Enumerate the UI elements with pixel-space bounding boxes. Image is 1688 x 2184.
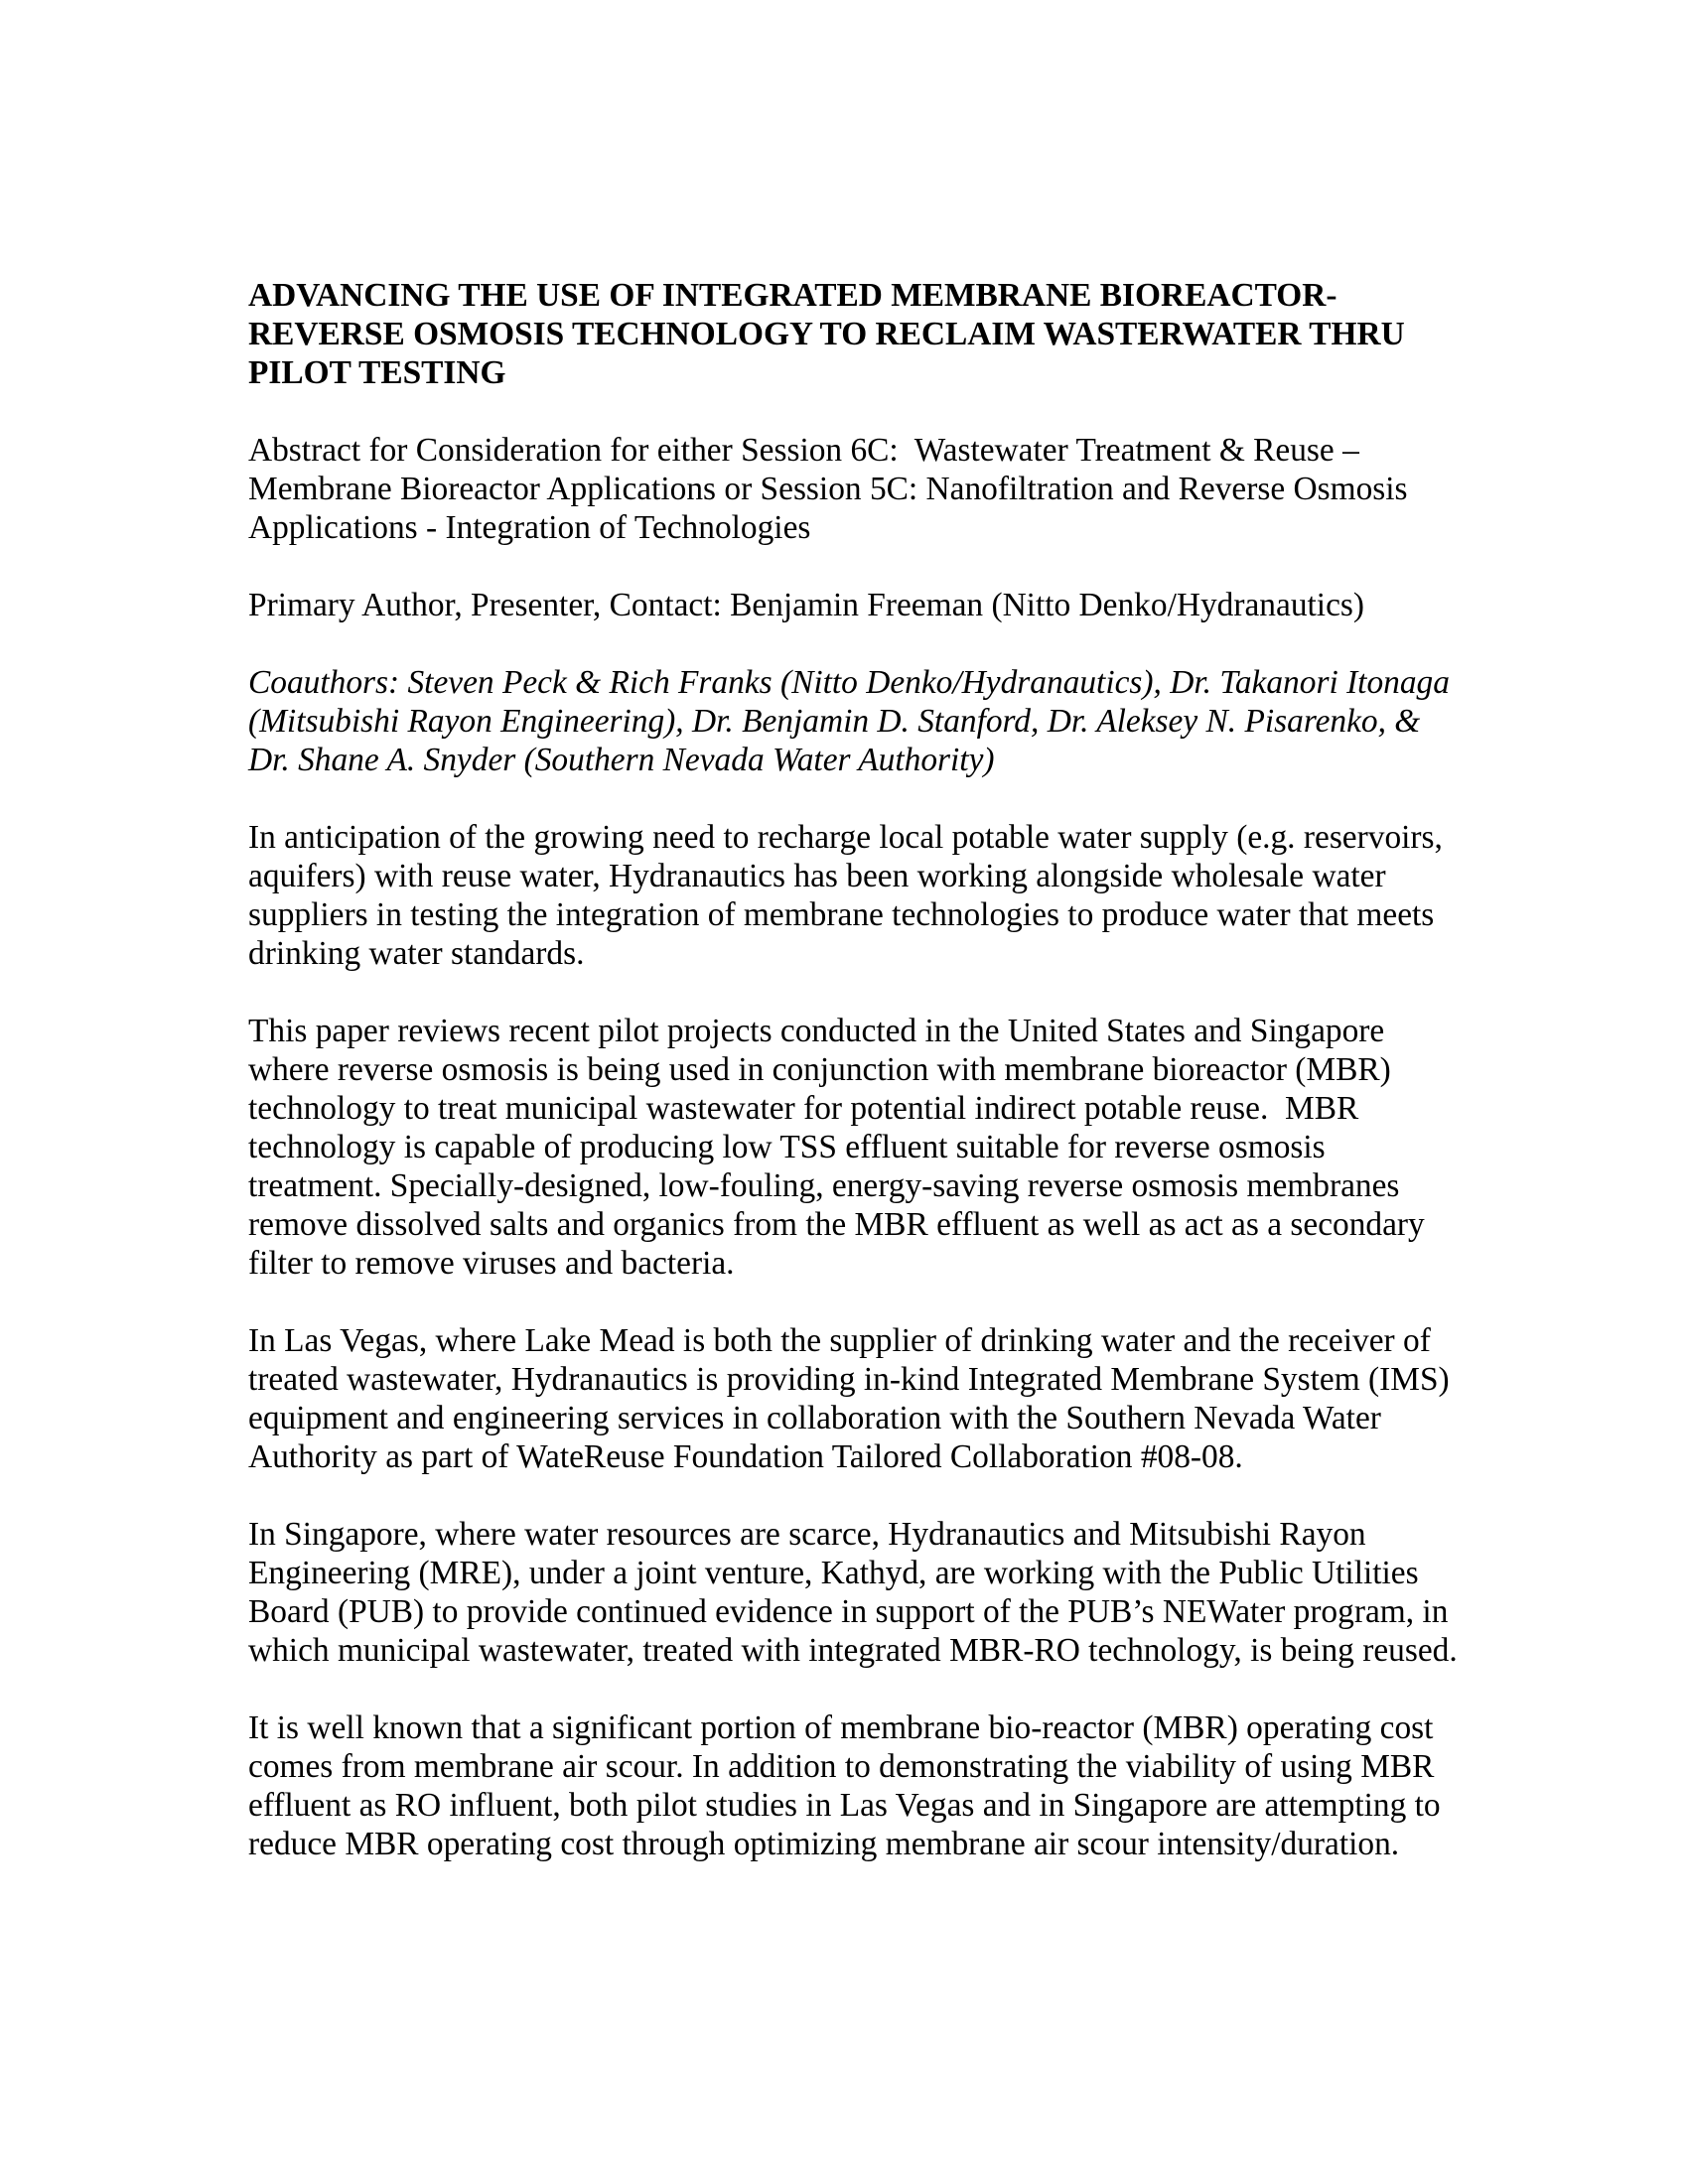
body-paragraph-anticipation: In anticipation of the growing need to recharge local potable water supply (e.g. reservoirs, aquifers) with reuse water, Hydranautics has been working alongside wholesale water suppliers in testing the integration of membrane technologies to produce water that meets drinking water standards. [248,819,1452,972]
body-paragraph-pilot-projects: This paper reviews recent pilot projects conducted in the United States and Singapore where reverse osmosis is being used in conjunction with membrane bioreactor (MBR) technology to treat municipal wastewater for potential indirect potable reuse. MBR technology is capable of producing low TSS effluent suitable for reverse osmosis treatment. Specially-designed, low-fouling, energy-saving reverse osmosis membranes remove dissolved salts and organics from the MBR effluent as well as act as a secondary filter to remove viruses and bacteria. [248,1013,1434,1282]
document-title: ADVANCING THE USE OF INTEGRATED MEMBRANE BIOREACTOR-REVERSE OSMOSIS TECHNOLOGY TO RECLAIM WASTERWATER THRU PILOT TESTING [248,277,1414,391]
coauthors-line: Coauthors: Steven Peck & Rich Franks (Nitto Denko/Hydranautics), Dr. Takanori Itonaga (Mitsubishi Rayon Engineering), Dr. Benjamin D. Stanford, Dr. Aleksey N. Pisarenko, & Dr. Shane A. Snyder (Southern Nevada Water Authority) [248,664,1459,778]
session-consideration-line: Abstract for Consideration for either Session 6C: Wastewater Treatment & Reuse – Membrane Bioreactor Applications or Session 5C: Nanofiltration and Reverse Osmosis Applications - Integration of Technologies [248,432,1415,546]
body-paragraph-las-vegas: In Las Vegas, where Lake Mead is both the supplier of drinking water and the receiver of treated wastewater, Hydranautics is providing in-kind Integrated Membrane System (IMS) equipment and engineering services in collaboration with the Southern Nevada Water Authority as part of WateReuse Foundation Tailored Collaboration #08-08. [248,1322,1459,1475]
body-paragraph-operating-cost: It is well known that a significant portion of membrane bio-reactor (MBR) operating cost comes from membrane air scour. In addition to demonstrating the viability of using MBR effluent as RO influent, both pilot studies in Las Vegas and in Singapore are attempting to reduce MBR operating cost through optimizing membrane air scour intensity/duration. [248,1709,1449,1862]
body-paragraph-singapore: In Singapore, where water resources are scarce, Hydranautics and Mitsubishi Rayon Engineering (MRE), under a joint venture, Kathyd, are working with the Public Utilities Board (PUB) to provide continued evidence in support of the PUB’s NEWater program, in which municipal wastewater, treated with integrated MBR-RO technology, is being reused. [248,1516,1458,1669]
primary-author-line: Primary Author, Presenter, Contact: Benjamin Freeman (Nitto Denko/Hydranautics) [248,587,1364,623]
